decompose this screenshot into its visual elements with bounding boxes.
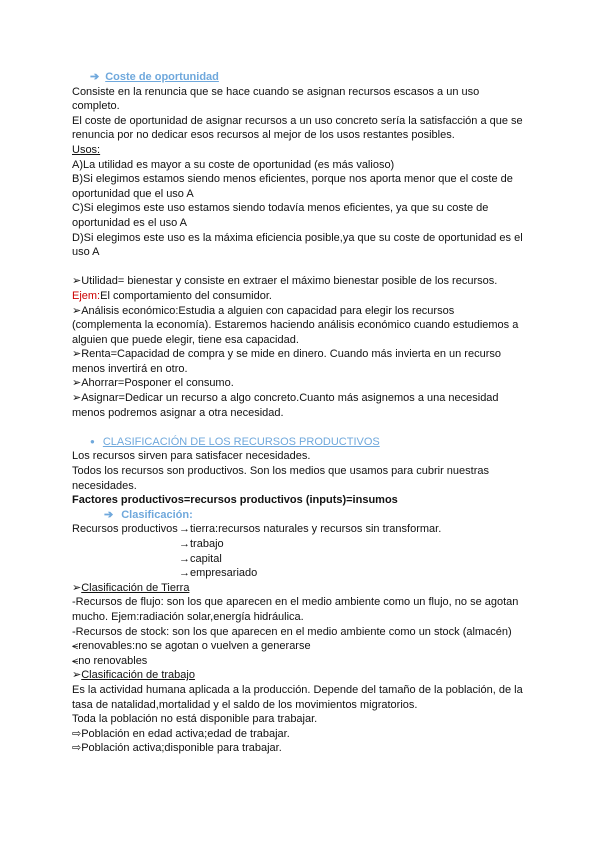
usos-label: Usos: [72, 143, 101, 156]
paragraph: Todos los recursos son productivos. Son los medios que usamos para cubrir nuestras [72, 465, 489, 478]
ejem-text: El comportamiento del consumidor. [100, 289, 272, 302]
tierra-item: →tierra:recursos naturales y recursos sin transformar. [179, 523, 442, 536]
uso-a: A)La utilidad es mayor a su coste de oportunidad (es más valioso) [72, 158, 395, 171]
arrow-icon: ➔ [90, 71, 100, 83]
ejem-label: Ejem: [72, 289, 101, 302]
clasificacion-tierra-heading [72, 581, 542, 596]
heading-text: CLASIFICACIÓN DE LOS RECURSOS PRODUCTIVOS [102, 435, 380, 448]
recursos-productivos-row [72, 522, 542, 537]
recursos-lead: Recursos productivos [72, 523, 178, 536]
def-analisis: ➢Análisis económico:Estudia a alguien con capacidad para elegir los recursos [72, 304, 455, 317]
no-renovables-item: ⪪no renovables [72, 654, 148, 667]
bullet-icon: ● [90, 436, 95, 446]
def-asignar-cont: menos podremos asignar a otra necesidad. [72, 406, 284, 419]
paragraph: necesidades. [72, 479, 137, 492]
spacer [72, 260, 542, 275]
paragraph: El coste de oportunidad de asignar recursos a un uso concreto sería la satisfacción a que se [72, 114, 523, 127]
heading-text: Coste de oportunidad [105, 71, 219, 83]
paragraph: renuncia por no dedicar esos recursos al mejor de los usos restantes posibles. [72, 129, 455, 142]
uso-b-cont: oportunidad que el uso A [72, 187, 194, 200]
recursos-stock: -Recursos de stock: son los que aparecen en el medio ambiente como un stock (almacén) [72, 625, 512, 638]
paragraph: Toda la población no está disponible para trabajar. [72, 713, 318, 726]
clasificacion-trabajo-heading [72, 668, 542, 683]
trabajo-item: →trabajo [179, 538, 224, 550]
heading-coste-oportunidad [72, 70, 542, 85]
uso-d-cont: uso A [72, 246, 100, 259]
paragraph: Es la actividad humana aplicada a la producción. Depende del tamaño de la población, de la [72, 683, 523, 696]
heading-clasificacion-recursos [72, 435, 542, 450]
capital-item: →capital [179, 552, 222, 565]
uso-c-cont: oportunidad es el uso A [72, 216, 187, 229]
uso-d: D)Si elegimos este uso es la máxima eficiencia posible,ya que su coste de oportunidad es el [72, 231, 523, 244]
factores-line: Factores productivos=recursos productivos (inputs)=insumos [72, 494, 398, 507]
recursos-flujo-cont: mucho. Ejem:radiación solar,energía hidráulica. [72, 610, 304, 623]
arrow-icon: ➔ [104, 508, 114, 521]
def-asignar: ➢Asignar=Dedicar un recurso a algo concreto.Cuanto más asignemos a una necesidad [72, 392, 499, 405]
subheading-clasificacion [72, 508, 542, 523]
poblacion-edad-activa: ⇨Población en edad activa;edad de trabajar. [72, 727, 290, 740]
def-renta: ➢Renta=Capacidad de compra y se mide en dinero. Cuando más invierta en un recurso [72, 348, 501, 361]
paragraph: completo. [72, 100, 120, 113]
subheading-text: Clasificación: [121, 508, 193, 521]
uso-b: B)Si elegimos estamos siendo menos eficientes, porque nos aporta menor que el coste de [72, 173, 513, 186]
def-utilidad: ➢Utilidad= bienestar y consiste en extraer el máximo bienestar posible de los recursos. [72, 275, 498, 288]
uso-c: C)Si elegimos este uso estamos siendo todavía menos eficientes, ya que su coste de [72, 202, 489, 215]
renovables-item: ⪪renovables:no se agotan o vuelven a generarse [72, 640, 311, 653]
paragraph: tasa de natalidad,mortalidad y el saldo de los movimientos migratorios. [72, 698, 418, 711]
def-renta-cont: menos invertirá en otro. [72, 362, 188, 375]
example-line [72, 289, 542, 304]
clasificacion-tierra-text: Clasificación de Tierra [81, 581, 190, 594]
spacer [72, 420, 542, 435]
def-analisis-cont: (complementa la economía). Estaremos haciendo análisis económico cuando estudiemos a [72, 319, 519, 332]
arrowhead-icon: ➢ [72, 669, 82, 682]
arrowhead-icon: ➢ [72, 581, 82, 594]
paragraph: Consiste en la renuncia que se hace cuando se asignan recursos escasos a un uso [72, 85, 480, 98]
clasificacion-trabajo-text: Clasificación de trabajo [81, 669, 195, 682]
empresariado-item: →empresariado [179, 567, 258, 580]
recursos-flujo: -Recursos de flujo: son los que aparecen en el medio ambiente como un flujo, no se agotan [72, 596, 519, 609]
poblacion-activa: ⇨Población activa;disponible para trabajar. [72, 742, 282, 755]
def-analisis-cont: alguien que puede elegir, tiene esa capacidad. [72, 333, 299, 346]
paragraph: Los recursos sirven para satisfacer necesidades. [72, 450, 311, 463]
def-ahorrar: ➢Ahorrar=Posponer el consumo. [72, 377, 234, 390]
document-page [72, 70, 542, 756]
